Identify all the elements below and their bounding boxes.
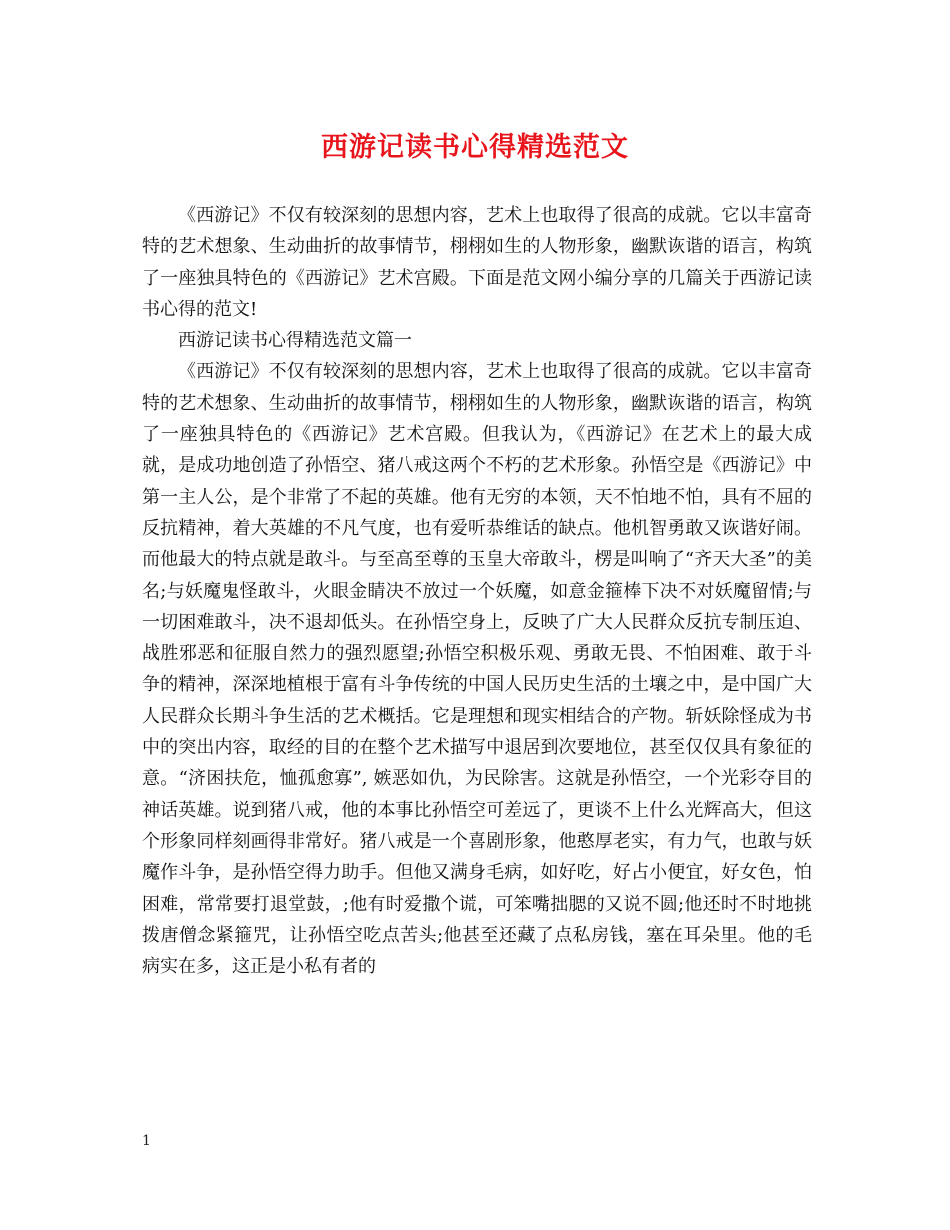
article-body	[142, 200, 812, 982]
page-number: 1	[142, 1133, 151, 1149]
body-paragraph: 《西游记》不仅有较深刻的思想内容，艺术上也取得了很高的成就。它以丰富奇特的艺术想象、生动曲折的故事情节，栩栩如生的人物形象，幽默诙谐的语言，构筑了一座独具特色的《西游记》艺术宫殿。但我认为，《西游记》在艺术上的最大成就，是成功地创造了孙悟空、猪八戒这两个不朽的艺术形象。孙悟空是《西游记》中第一主人公，是个非常了不起的英雄。他有无穷的本领，天不怕地不怕，具有不屈的反抗精神，着大英雄的不凡气度，也有爱听恭维话的缺点。他机智勇敢又诙谐好闹。而他最大的特点就是敢斗。与至高至尊的玉皇大帝敢斗，楞是叫响了“齐天大圣”的美名;与妖魔鬼怪敢斗，火眼金睛决不放过一个妖魔，如意金箍棒下决不对妖魔留情;与一切困难敢斗，决不退却低头。在孙悟空身上，反映了广大人民群众反抗专制压迫、战胜邪恶和征服自然力的强烈愿望;孙悟空积极乐观、勇敢无畏、不怕困难、敢于斗争的精神，深深地植根于富有斗争传统的中国人民历史生活的土壤之中，是中国广大人民群众长期斗争生活的艺术概括。它是理想和现实相结合的产物。斩妖除怪成为书中的突出内容，取经的目的在整个艺术描写中退居到次要地位，甚至仅仅具有象征的意。“济困扶危，恤孤愈寡”, 嫉恶如仇，为民除害。这就是孙悟空，一个光彩夺目的神话英雄。说到猪八戒，他的本事比孙悟空可差远了，更谈不上什么光辉高大，但这个形象同样刻画得非常好。猪八戒是一个喜剧形象，他憨厚老实，有力气，也敢与妖魔作斗争，是孙悟空得力助手。但他又满身毛病，如好吃，好占小便宜，好女色，怕困难，常常要打退堂鼓，;他有时爱撒个谎，可笨嘴拙腮的又说不圆;他还时不时地挑拨唐僧念紧箍咒，让孙悟空吃点苦头;他甚至还藏了点私房钱，塞在耳朵里。他的毛病实在多，这正是小私有者的	[142, 361, 813, 978]
page-title: 西游记读书心得精选范文	[321, 132, 629, 163]
intro-paragraph: 《西游记》不仅有较深刻的思想内容，艺术上也取得了很高的成就。它以丰富奇特的艺术想象、生动曲折的故事情节，栩栩如生的人物形象，幽默诙谐的语言，构筑了一座独具特色的《西游记》艺术宫殿。下面是范文网小编分享的几篇关于西游记读书心得的范文!	[142, 205, 812, 320]
section-heading: 西游记读书心得精选范文篇一	[178, 330, 412, 352]
